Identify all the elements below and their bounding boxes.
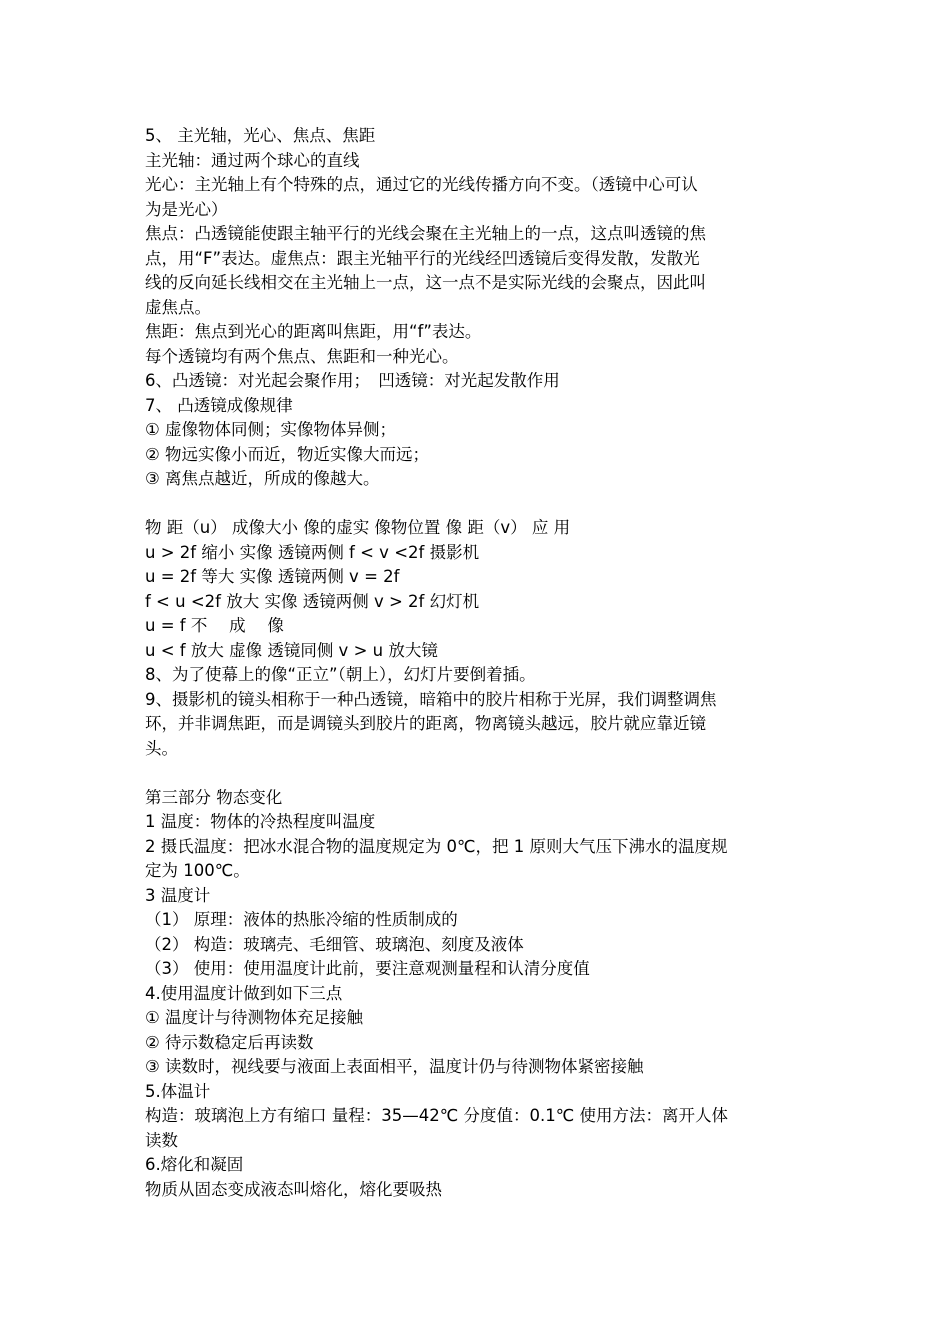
section-heading: 第三部分 物态变化 — [145, 787, 283, 807]
table-header-row: 物 距（u） 成像大小 像的虚实 像物位置 像 距（v） 应 用 — [145, 518, 571, 537]
blank-line — [145, 492, 815, 517]
table-row: u > 2f 缩小 实像 透镜两侧 f < v <2f 摄影机 — [145, 542, 480, 562]
text-line: （2） 构造：玻璃壳、毛细管、玻璃泡、刻度及液体 — [145, 934, 524, 954]
text-line: ③ 读数时，视线要与液面上表面相平，温度计仍与待测物体紧密接触 — [145, 1057, 644, 1076]
text-line: 6、凸透镜：对光起会聚作用； 凹透镜：对光起发散作用 — [145, 371, 560, 390]
text-line: 物质从固态变成液态叫熔化，熔化要吸热 — [145, 1179, 442, 1199]
text-line: 构造：玻璃泡上方有缩口 量程：35—42℃ 分度值：0.1℃ 使用方法：离开人体 — [145, 1106, 729, 1125]
blank-line — [145, 761, 815, 786]
section-heading: 7、 凸透镜成像规律 — [145, 395, 293, 415]
text-line: 2 摄氏温度：把冰水混合物的温度规定为 0℃，把 1 原则大气压下沸水的温度规 — [145, 836, 728, 856]
text-line: ② 待示数稳定后再读数 — [145, 1032, 314, 1052]
text-line: 8、为了使幕上的像“正立”（朝上），幻灯片要倒着插。 — [145, 665, 536, 684]
text-line: 每个透镜均有两个焦点、焦距和一种光心。 — [145, 346, 459, 366]
text-line: （3） 使用：使用温度计此前，要注意观测量程和认清分度值 — [145, 959, 590, 978]
text-line: 点，用“F”表达。虚焦点：跟主光轴平行的光线经凹透镜后变得发散，发散光 — [145, 248, 700, 268]
text-line: 主光轴：通过两个球心的直线 — [145, 150, 360, 170]
text-line: 为是光心） — [145, 199, 228, 219]
text-line: 1 温度：物体的冷热程度叫温度 — [145, 812, 376, 831]
text-line: 虚焦点。 — [145, 297, 211, 317]
text-line: 焦距：焦点到光心的距离叫焦距，用“f”表达。 — [145, 322, 482, 341]
text-line: 光心：主光轴上有个特殊的点，通过它的光线传播方向不变。（透镜中心可认 — [145, 175, 698, 194]
text-line: 环，并非调焦距，而是调镜头到胶片的距离，物离镜头越远，胶片就应靠近镜 — [145, 714, 706, 733]
text-line: ① 温度计与待测物体充足接触 — [145, 1008, 364, 1027]
text-line: 读数 — [145, 1130, 178, 1150]
text-line: ③ 离焦点越近，所成的像越大。 — [145, 469, 380, 488]
text-line: 5.体温计 — [145, 1081, 211, 1101]
table-row: f < u <2f 放大 实像 透镜两侧 v > 2f 幻灯机 — [145, 591, 480, 611]
text-line: 6.熔化和凝固 — [145, 1155, 244, 1174]
text-line: 3 温度计 — [145, 885, 211, 905]
text-line: 定为 100℃。 — [145, 861, 250, 880]
text-line: 线的反向延长线相交在主光轴上一点，这一点不是实际光线的会聚点，因此叫 — [145, 273, 706, 292]
table-row: u < f 放大 虚像 透镜同侧 v > u 放大镜 — [145, 640, 438, 660]
text-line: ② 物远实像小而近，物近实像大而远； — [145, 444, 430, 464]
table-row: u = f 不 成 像 — [145, 616, 284, 635]
text-line: 4.使用温度计做到如下三点 — [145, 983, 343, 1003]
text-line: ① 虚像物体同侧；实像物体异侧； — [145, 420, 397, 439]
text-line: 头。 — [145, 738, 178, 758]
text-line: 焦点：凸透镜能使跟主轴平行的光线会聚在主光轴上的一点，这点叫透镜的焦 — [145, 224, 706, 243]
text-line: （1） 原理：液体的热胀冷缩的性质制成的 — [145, 910, 458, 929]
document-body — [145, 124, 815, 1202]
table-row: u = 2f 等大 实像 透镜两侧 v = 2f — [145, 567, 400, 586]
text-line: 9、摄影机的镜头相称于一种凸透镜，暗箱中的胶片相称于光屏，我们调整调焦 — [145, 689, 717, 709]
text-line: 5、 主光轴，光心、焦点、焦距 — [145, 126, 376, 145]
